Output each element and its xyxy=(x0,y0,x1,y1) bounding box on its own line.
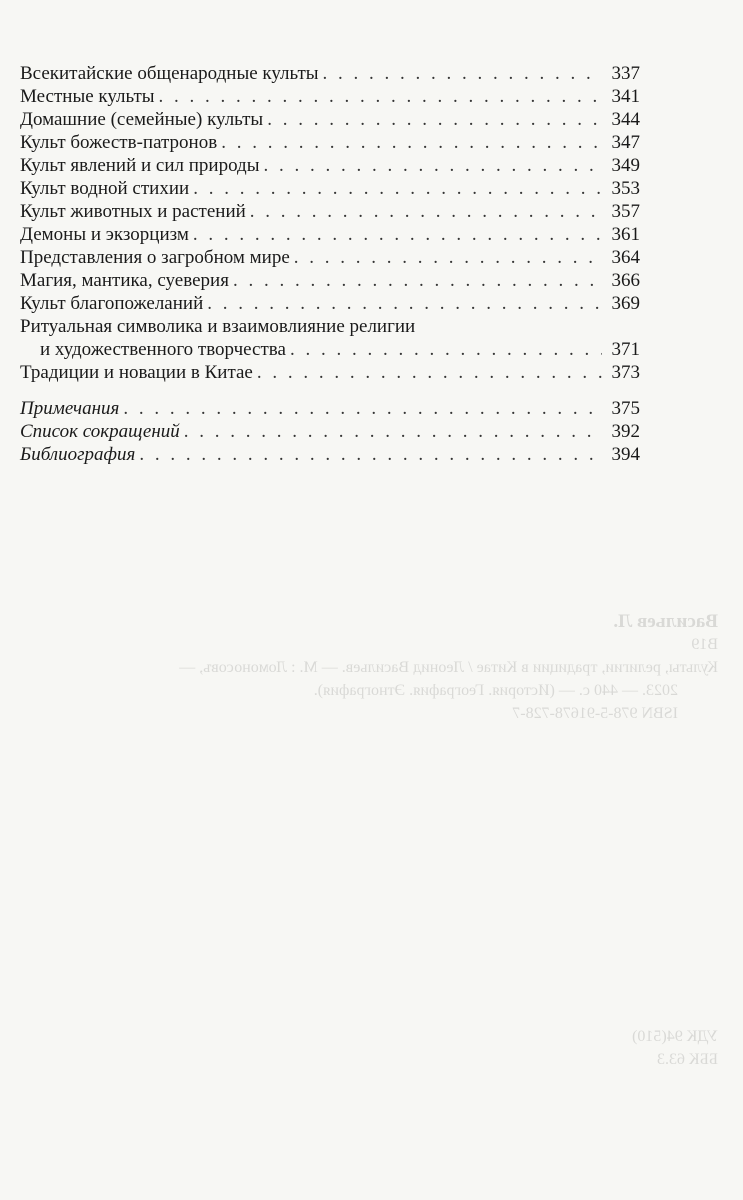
leader-dots xyxy=(257,361,602,384)
leader-dots xyxy=(123,397,602,420)
table-of-contents xyxy=(20,62,640,466)
reverse-udk: УДК 94(510) xyxy=(632,1028,718,1045)
reverse-biblio-line-2: 2023. — 440 с. — (История. География. Этнография). xyxy=(313,682,678,699)
toc-entry-title: Список сокращений xyxy=(20,421,180,442)
toc-entry-title: Представления о загробном мире xyxy=(20,247,290,268)
leader-dots xyxy=(233,269,602,292)
toc-entry-title: Примечания xyxy=(20,398,120,419)
toc-entry-page: 371 xyxy=(611,339,640,360)
toc-entry xyxy=(20,177,640,200)
reverse-biblio-line-1: Культы, религии, традиции в Китае / Леонид Васильев. — М. : Ломоносовъ, — xyxy=(179,659,718,676)
leader-dots xyxy=(294,246,602,269)
toc-entry-title: Всекитайские общенародные культы xyxy=(20,63,319,84)
toc-entry-page: 394 xyxy=(611,444,640,465)
reverse-bbk: ББК 63.3 xyxy=(656,1051,718,1068)
leader-dots xyxy=(193,177,602,200)
toc-entry xyxy=(20,108,640,131)
toc-entry-page: 366 xyxy=(611,270,640,291)
leader-dots xyxy=(264,154,603,177)
leader-dots xyxy=(250,200,602,223)
reverse-isbn: ISBN 978-5-91678-728-7 xyxy=(512,705,678,722)
toc-entry-page: 392 xyxy=(611,421,640,442)
toc-entry-page: 375 xyxy=(611,398,640,419)
toc-entry-page: 373 xyxy=(611,362,640,383)
leader-dots xyxy=(221,131,602,154)
toc-entry-title: Культ водной стихии xyxy=(20,178,190,199)
toc-entry xyxy=(20,154,640,177)
leader-dots xyxy=(267,108,602,131)
toc-entry-title: Демоны и экзорцизм xyxy=(20,224,189,245)
leader-dots xyxy=(193,223,602,246)
toc-entry-title: Культ животных и растений xyxy=(20,201,246,222)
section-gap xyxy=(20,384,640,397)
toc-entry xyxy=(20,85,640,108)
toc-entry-page: 344 xyxy=(611,109,640,130)
toc-entry xyxy=(20,131,640,154)
toc-entry-page: 341 xyxy=(611,86,640,107)
toc-entry-title: Традиции и новации в Китае xyxy=(20,362,253,383)
toc-entry xyxy=(20,62,640,85)
reverse-code: В19 xyxy=(691,636,718,653)
leader-dots xyxy=(323,62,602,85)
toc-entry xyxy=(20,223,640,246)
toc-entry-title: Культ благопожеланий xyxy=(20,293,204,314)
toc-entry-page: 353 xyxy=(611,178,640,199)
toc-entry xyxy=(20,292,640,315)
toc-appendix-entry xyxy=(20,397,640,420)
toc-entry xyxy=(20,200,640,223)
reverse-author-head: Васильев Л. xyxy=(613,611,718,632)
leader-dots xyxy=(184,420,602,443)
toc-entry-page: 361 xyxy=(611,224,640,245)
toc-entry-page: 364 xyxy=(611,247,640,268)
toc-entry-page: 369 xyxy=(611,293,640,314)
toc-entry-title: Местные культы xyxy=(20,86,155,107)
leader-dots xyxy=(159,85,602,108)
toc-entry-title: Культ явлений и сил природы xyxy=(20,155,260,176)
leader-dots xyxy=(290,338,602,361)
toc-entry-title: Домашние (семейные) культы xyxy=(20,109,264,130)
toc-entry-title-line-1: Ритуальная символика и взаимовлияние религии xyxy=(20,316,416,337)
reverse-side-bleed xyxy=(18,610,718,1071)
toc-entry-title: Магия, мантика, суеверия xyxy=(20,270,229,291)
toc-entry xyxy=(20,361,640,384)
toc-appendix-entry xyxy=(20,420,640,443)
toc-entry xyxy=(20,269,640,292)
toc-entry xyxy=(20,246,640,269)
leader-dots xyxy=(207,292,602,315)
toc-entry-page: 347 xyxy=(611,132,640,153)
toc-entry-page: 357 xyxy=(611,201,640,222)
toc-entry-title-line-2: и художественного творчества xyxy=(40,339,286,360)
toc-entry-title: Культ божеств-патронов xyxy=(20,132,218,153)
toc-entry-title: Библиография xyxy=(20,444,136,465)
toc-entry xyxy=(20,338,640,361)
toc-entry-page: 349 xyxy=(611,155,640,176)
toc-entry-page: 337 xyxy=(611,63,640,84)
leader-dots xyxy=(139,443,602,466)
toc-appendix-entry xyxy=(20,443,640,466)
